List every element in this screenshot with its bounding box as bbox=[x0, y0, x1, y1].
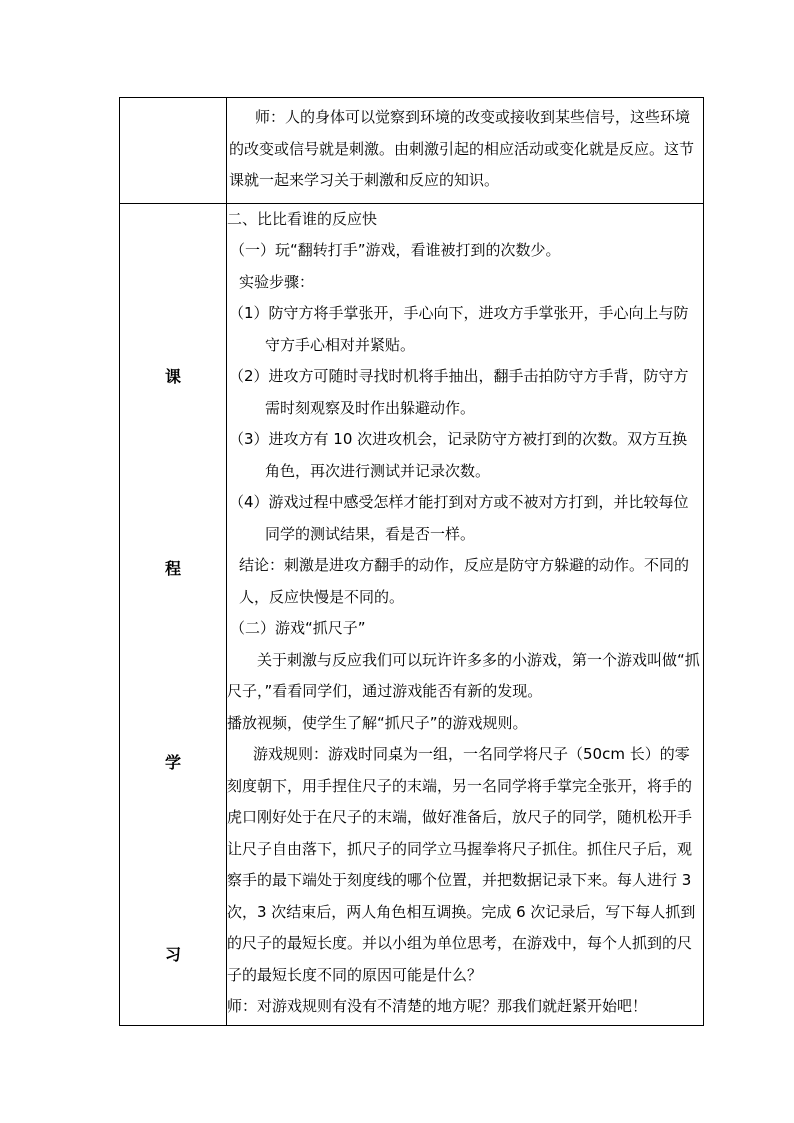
label-char-xi: 习 bbox=[164, 944, 181, 964]
game-rules-paragraph: 游戏规则：游戏时同桌为一组，一名同学将尺子（50cm 长）的零刻度朝下，用手捏住尺子的末端，另一名同学将手掌完全张开，将手的虎口刚好处于在尺子的末端，做好准备后，放尺子的同学，随机松开手让尺子自由落下，抓尺子的同学立马握拳将尺子抓住。抓住尺子后，观察手的最下端处于刻度线的哪个位置，并把数据记录下来。每人进行 3 次，3 次结束后，两人角色相互调换。完成 6 次记录后，写下每人抓到的尺子的最短长度。并以小组为单位思考，在游戏中，每个人抓到的尺子的最短长度不同的原因可能是什么？ bbox=[227, 745, 697, 984]
step-item: （1）防守方将手掌张开，手心向下，进攻方手掌张开，手心向上与防守方手心相对并紧贴。 bbox=[229, 304, 689, 354]
video-line: 播放视频，使学生了解“抓尺子”的游戏规则。 bbox=[227, 713, 528, 732]
teacher-intro-paragraph: 师：人的身体可以觉察到环境的改变或接收到某些信号，这些环境的改变或信号就是刺激。由刺激引起的相应活动或变化就是反应。这节课就一起来学习关于刺激和反应的知识。 bbox=[229, 108, 695, 189]
intro-content-cell bbox=[227, 98, 704, 204]
step-item: （2）进攻方可随时寻找时机将手抽出，翻手击拍防守方手背，防守方需时刻观察及时作出躲避动作。 bbox=[229, 367, 689, 417]
label-char-ke: 课 bbox=[164, 366, 181, 386]
game2-title: （二）游戏“抓尺子” bbox=[230, 619, 366, 637]
course-learning-content-cell bbox=[227, 203, 704, 1025]
intro-row bbox=[120, 98, 704, 204]
conclusion-paragraph: 结论：刺激是进攻方翻手的动作，反应是防守方躲避的动作。不同的人，反应快慢是不同的。 bbox=[239, 556, 690, 606]
game1-title: （一）玩“翻转打手”游戏，看谁被打到的次数少。 bbox=[230, 241, 561, 259]
label-char-cheng: 程 bbox=[164, 558, 181, 578]
lesson-table bbox=[119, 97, 704, 1026]
steps-title: 实验步骤： bbox=[239, 272, 315, 291]
section-heading: 二、比比看谁的反应快 bbox=[227, 209, 378, 228]
game2-intro-paragraph: 关于刺激与反应我们可以玩许许多多的小游戏，第一个游戏叫做“抓尺子，”看看同学们，通过游戏能否有新的发现。 bbox=[227, 650, 700, 700]
step-item: （3）进攻方有 10 次进攻机会，记录防守方被打到的次数。双方互换角色，再次进行测试并记录次数。 bbox=[229, 430, 688, 480]
step-item: （4）游戏过程中感受怎样才能打到对方或不被对方打到，并比较每位同学的测试结果，看是否一样。 bbox=[229, 493, 689, 543]
teacher-closing-line: 师：对游戏规则有没有不清楚的地方呢？那我们就赶紧开始吧！ bbox=[227, 997, 648, 1015]
course-learning-label-cell bbox=[120, 203, 227, 1025]
intro-label-cell bbox=[120, 98, 227, 204]
label-char-xue: 学 bbox=[164, 752, 181, 772]
course-learning-row bbox=[120, 203, 704, 1025]
